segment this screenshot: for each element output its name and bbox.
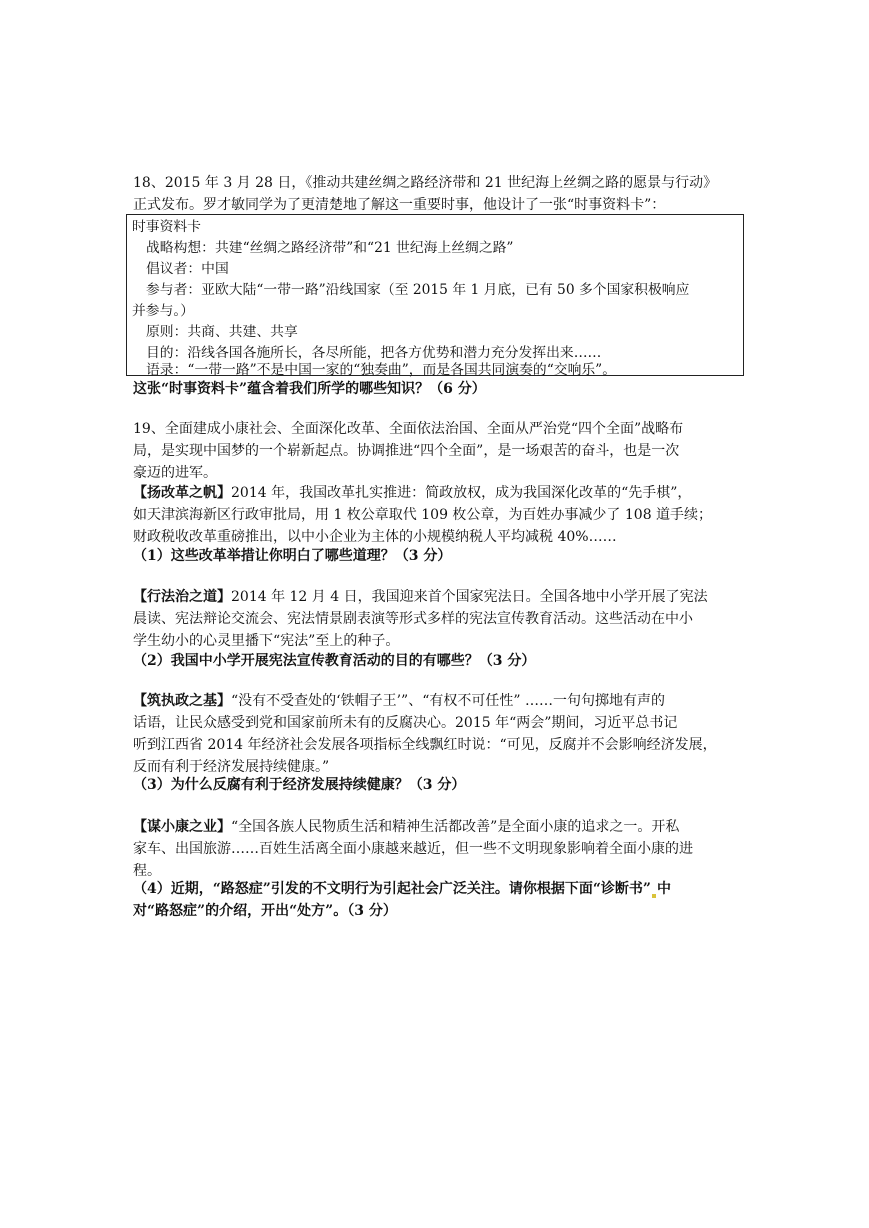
q18-question: 这张“时事资料卡”蕴含着我们所学的哪些知识？（6 分） — [133, 381, 486, 397]
section2-line-1 — [133, 586, 708, 608]
section2-line-2: 晨读、宪法辩论交流会、宪法情景剧表演等形式多样的宪法宣传教育活动。这些活动在中小 — [133, 611, 693, 627]
section1-tag: 【扬改革之帆】 — [133, 485, 231, 501]
card-line-initiator: 倡议者：中国 — [146, 261, 229, 277]
section3-tag: 【筑执政之基】 — [133, 693, 231, 709]
section4-question-b: 中 — [656, 881, 671, 897]
section4-question-line-1 — [133, 878, 671, 900]
card-line-strategy: 战略构想：共建“丝绸之路经济带”和“21 世纪海上丝绸之路” — [146, 240, 514, 256]
section3-line-3: 听到江西省 2014 年经济社会发展各项指标全线飘红时说：“可见，反腐并不会影响经济发展， — [133, 737, 717, 753]
section4-line-2: 家车、出国旅游……百姓生活离全面小康越来越近，但一些不文明现象影响着全面小康的进 — [133, 841, 693, 857]
card-line-participants: 参与者：亚欧大陆“一带一路”沿线国家（至 2015 年 1 月底，已有 50 多个国家积极响应 — [146, 282, 690, 298]
section4-first: “全国各族人民物质生活和精神生活都改善”是全面小康的追求之一。开私 — [231, 819, 680, 835]
section4-tag: 【谋小康之业】 — [133, 819, 231, 835]
q18-stem-line-2: 正式发布。罗才敏同学为了更清楚地了解这一重要时事，他设计了一张“时事资料卡”： — [133, 197, 666, 213]
q18-stem-line-1: 18、2015 年 3 月 28 日，《推动共建丝绸之路经济带和 21 世纪海上丝绸之路的愿景与行动》 — [133, 175, 718, 191]
section3-question: （3）为什么反腐有利于经济发展持续健康？（3 分） — [133, 777, 466, 793]
section4-question-line-2: 对“路怒症”的介绍，开出“处方”。（3 分） — [133, 903, 397, 919]
card-title: 时事资料卡 — [132, 219, 201, 235]
marker-dot — [652, 894, 656, 898]
card-line-quote: 语录：“一带一路”不是中国一家的“独奏曲”，而是各国共同演奏的“交响乐”。 — [146, 362, 617, 378]
section3-line-4: 反而有利于经济发展持续健康。” — [133, 759, 330, 775]
section1-line-3: 财政税收改革重磅推出，以中小企业为主体的小规模纳税人平均减税 40%…… — [133, 529, 617, 545]
section1-question: （1）这些改革举措让你明白了哪些道理？（3 分） — [133, 548, 452, 564]
section4-line-1 — [133, 816, 679, 838]
section1-line-1 — [133, 482, 691, 504]
section2-tag: 【行法治之道】 — [133, 589, 231, 605]
q19-intro-line-3: 豪迈的进军。 — [133, 465, 217, 481]
card-line-participants-cont: 并参与。） — [132, 303, 195, 319]
current-affairs-card — [126, 214, 744, 376]
section4-question-a: （4）近期，“路怒症”引发的不文明行为引起社会广泛关注。请你根据下面“诊断书” — [133, 881, 651, 897]
q19-intro-line-1: 19、全面建成小康社会、全面深化改革、全面依法治国、全面从严治党“四个全面”战略布 — [133, 421, 684, 437]
section3-first: “没有不受查处的‘铁帽子王’”、“有权不可任性” ……一句句掷地有声的 — [231, 693, 665, 709]
q19-intro-line-2: 局，是实现中国梦的一个崭新起点。协调推进“四个全面”，是一场艰苦的奋斗，也是一次 — [133, 443, 680, 459]
section1-line-2: 如天津滨海新区行政审批局，用 1 枚公章取代 109 枚公章，为百姓办事减少了 108 道手续； — [133, 507, 713, 523]
section2-first: 2014 年 12 月 4 日，我国迎来首个国家宪法日。全国各地中小学开展了宪法 — [231, 589, 708, 605]
section4-line-3: 程。 — [133, 863, 161, 879]
section3-line-1 — [133, 690, 665, 712]
section2-line-3: 学生幼小的心灵里播下“宪法”至上的种子。 — [133, 633, 400, 649]
section1-first: 2014 年，我国改革扎实推进：简政放权，成为我国深化改革的“先手棋”， — [231, 485, 692, 501]
card-line-purpose: 目的：沿线各国各施所长，各尽所能，把各方优势和潜力充分发挥出来…… — [146, 345, 602, 361]
section2-question: （2）我国中小学开展宪法宣传教育活动的目的有哪些？（3 分） — [133, 653, 536, 669]
card-line-principle: 原则：共商、共建、共享 — [146, 324, 298, 340]
section3-line-2: 话语，让民众感受到党和国家前所未有的反腐决心。2015 年“两会”期间，习近平总书记 — [133, 715, 678, 731]
